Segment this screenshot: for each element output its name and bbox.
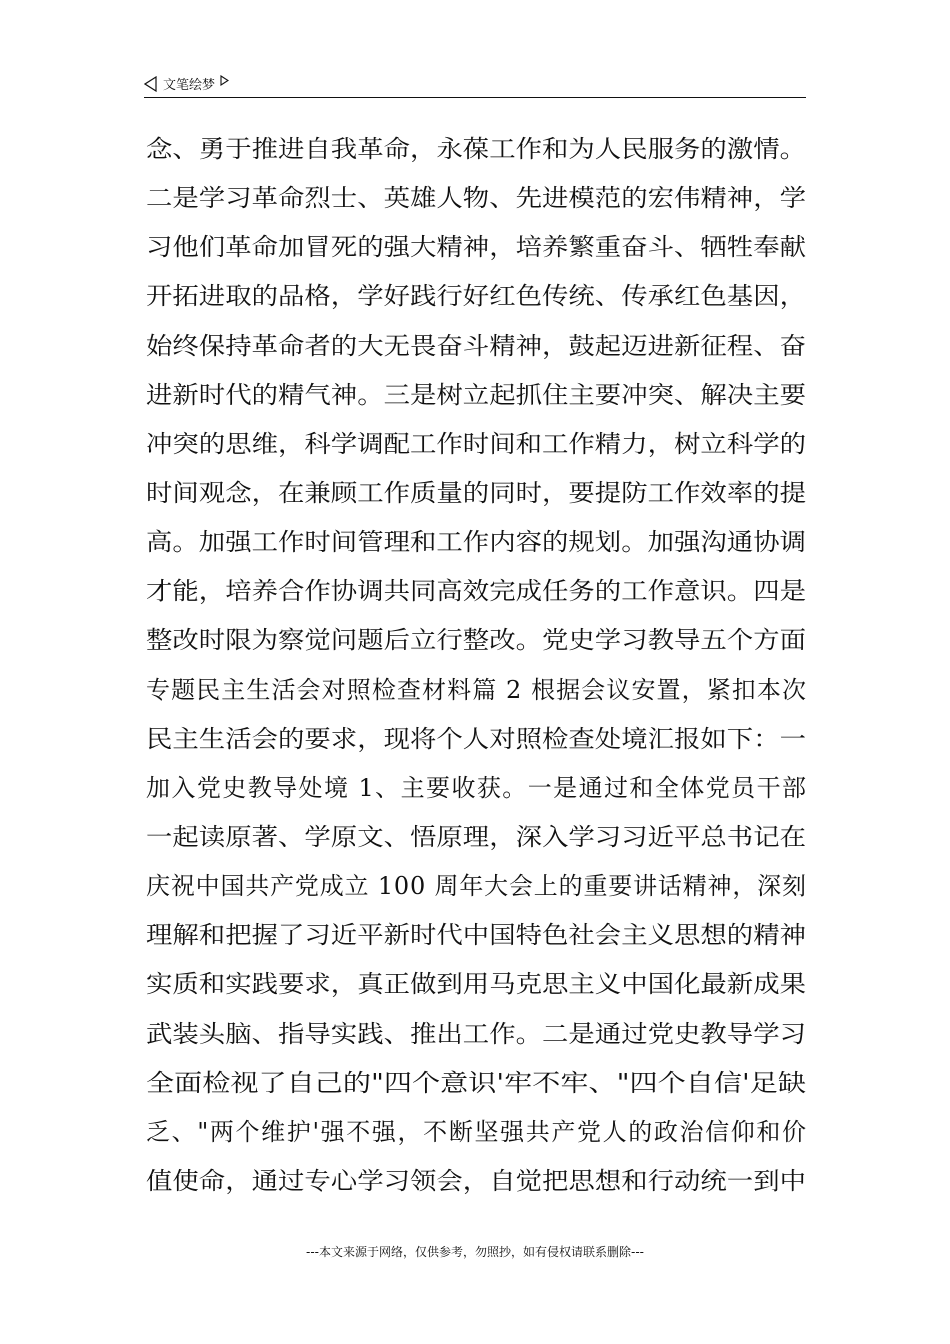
- header-rule: [144, 97, 806, 98]
- document-body: [146, 125, 808, 1206]
- text-line: 整改时限为察觉问题后立行整改。党史学习教导五个方面: [146, 626, 806, 655]
- page-header: [144, 72, 806, 98]
- text-line: 始终保持革命者的大无畏奋斗精神，鼓起迈进新征程、奋: [146, 331, 806, 360]
- text-line: 实质和实践要求，真正做到用马克思主义中国化最新成果: [146, 970, 806, 999]
- text-line: 理解和把握了习近平新时代中国特色社会主义思想的精神: [146, 921, 806, 950]
- text-line: 才能，培养合作协调共同高效完成任务的工作意识。四是: [146, 577, 806, 606]
- text-line: 加入党史教导处境 1、主要收获。一是通过和全体党员干部: [146, 773, 808, 802]
- text-line: 全面检视了自己的"四个意识'牢不牢、"四个自信'足缺: [146, 1068, 806, 1097]
- text-line: 冲突的思维，科学调配工作时间和工作精力，树立科学的: [146, 429, 806, 458]
- text-line: 武装头脑、指导实践、推出工作。二是通过党史教导学习: [146, 1019, 806, 1048]
- text-line: 习他们革命加冒死的强大精神，培养繁重奋斗、牺牲奉献: [146, 233, 806, 262]
- text-line: 值使命，通过专心学习领会，自觉把思想和行动统一到中: [146, 1166, 806, 1195]
- brand-label: 文笔绘梦: [163, 78, 216, 93]
- header-brand: [144, 74, 229, 93]
- text-line: 乏、"两个维护'强不强，不断坚强共产党人的政治信仰和价: [146, 1117, 808, 1146]
- text-line: 专题民主生活会对照检查材料篇 2 根据会议安置，紧扣本次: [146, 675, 808, 704]
- text-line: 高。加强工作时间管理和工作内容的规划。加强沟通协调: [146, 528, 806, 557]
- text-line: 民主生活会的要求，现将个人对照检查处境汇报如下：一: [146, 724, 806, 753]
- triangle-right-icon: [220, 75, 229, 86]
- text-line: 二是学习革命烈士、英雄人物、先进模范的宏伟精神，学: [146, 184, 806, 213]
- text-line: 时间观念，在兼顾工作质量的同时，要提防工作效率的提: [146, 478, 806, 507]
- text-line: 庆祝中国共产党成立 100 周年大会上的重要讲话精神，深刻: [146, 872, 807, 901]
- text-line: 开拓进取的品格，学好践行好红色传统、传承红色基因，: [146, 282, 806, 311]
- text-line: 进新时代的精气神。三是树立起抓住主要冲突、解决主要: [146, 380, 806, 409]
- text-line: 念、勇于推进自我革命，永葆工作和为人民服务的激情。: [146, 135, 806, 163]
- footer-notice: ---本文来源于网络，仅供参考，勿照抄，如有侵权请联系删除---: [306, 1245, 644, 1259]
- triangle-left-icon: [144, 76, 157, 92]
- text-line: 一起读原著、学原文、悟原理，深入学习习近平总书记在: [146, 822, 806, 851]
